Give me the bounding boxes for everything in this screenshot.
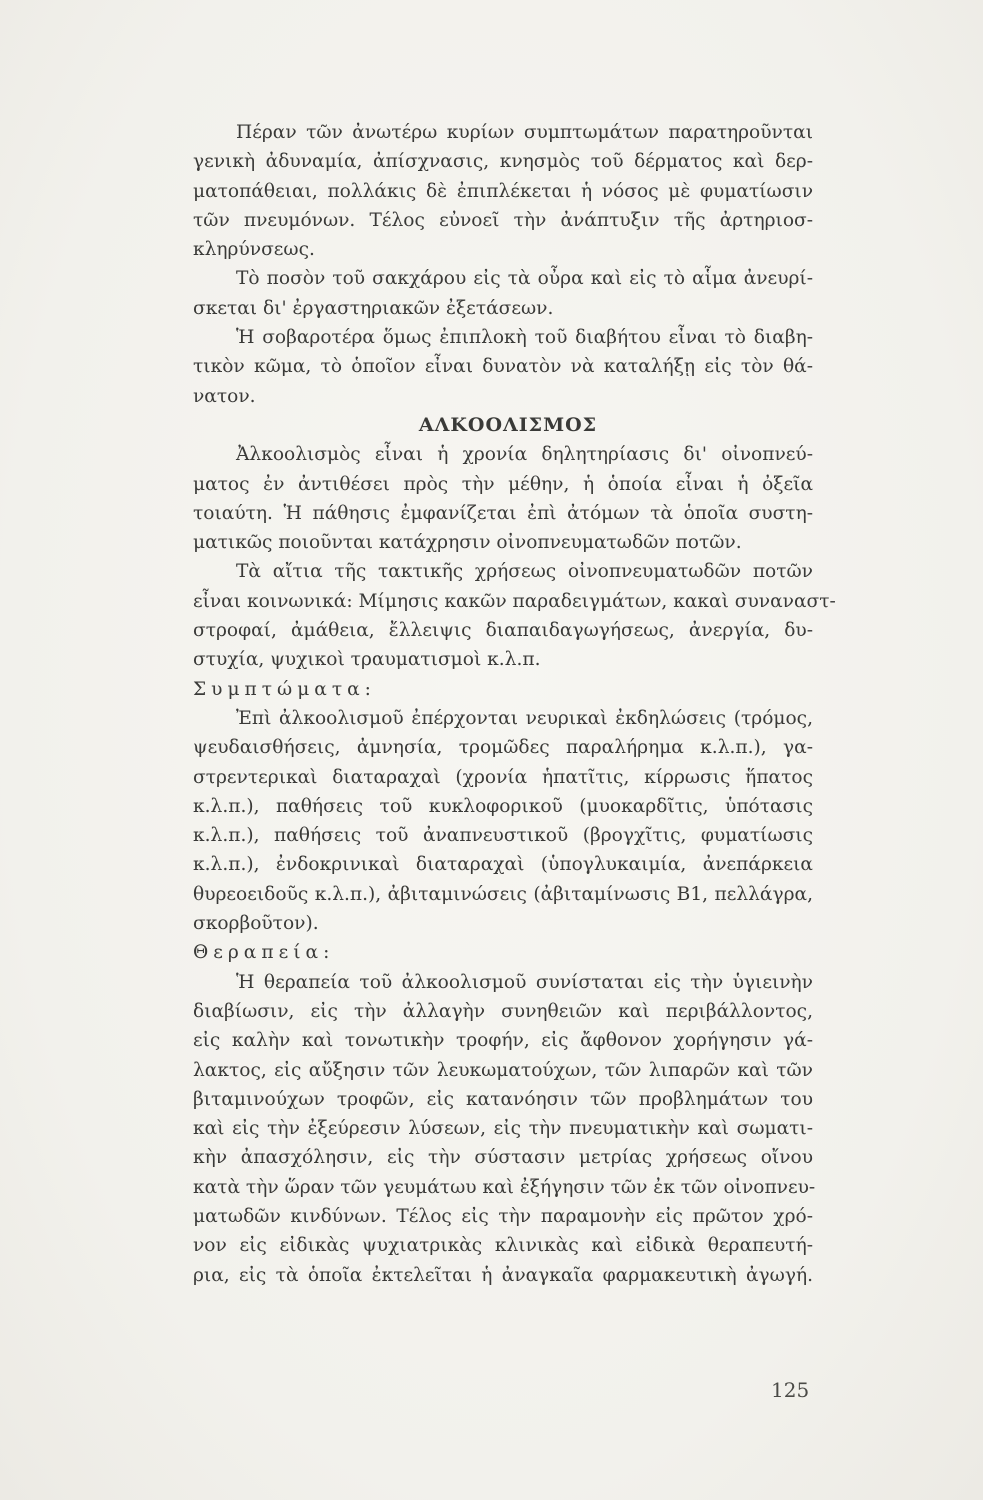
text-line: στρεντερικαὶ διαταραχαὶ (χρονία ἡπατῖτις, κίρρωσις ἥπατος: [193, 766, 813, 788]
text-line: σκορβοῦτον).: [193, 913, 319, 935]
text-line: βιταμινούχων τροφῶν, εἰς κατανόησιν τῶν προβλημάτων του: [193, 1088, 813, 1110]
text-line: Ἡ σοβαροτέρα ὅμως ἐπιπλοκὴ τοῦ διαβήτου εἶναι τὸ διαβη-: [236, 327, 813, 349]
text-line: κατὰ τὴν ὥραν τῶν γευμάτωυ καὶ ἐξήγησιν τῶν ἐκ τῶν οἰνοπνευ-: [193, 1176, 816, 1198]
text-line: στροφαί, ἀμάθεια, ἔλλειψις διαπαιδαγωγήσεως, ἀνεργία, δυ-: [193, 620, 813, 642]
text-line: ματοπάθειαι, πολλάκις δὲ ἐπιπλέκεται ἡ νόσος μὲ φυματίωσιν: [193, 180, 813, 202]
subheading-therapy: Θεραπεία:: [193, 942, 335, 964]
text-line: Τὰ αἴτια τῆς τακτικῆς χρήσεως οἰνοπνευματωδῶν ποτῶν: [236, 561, 813, 583]
page-number: 125: [771, 1378, 810, 1402]
text-line: κ.λ.π.), ἐνδοκρινικαὶ διαταραχαὶ (ὑπογλυκαιμία, ἀνεπάρκεια: [193, 854, 813, 876]
text-line: διαβίωσιν, εἰς τὴν ἀλλαγὴν συνηθειῶν καὶ περιβάλλοντος,: [193, 1000, 813, 1022]
text-line: γενικὴ ἀδυναμία, ἀπίσχνασις, κνησμὸς τοῦ δέρματος καὶ δερ-: [193, 151, 813, 173]
text-line: λακτος, εἰς αὔξησιν τῶν λευκωματούχων, τῶν λιπαρῶν καὶ τῶν: [193, 1059, 813, 1081]
text-line: καὶ εἰς τὴν ἐξεύρεσιν λύσεων, εἰς τὴν πνευματικὴν καὶ σωματι-: [193, 1118, 813, 1140]
body-text: [193, 118, 836, 1290]
text-line: Τὸ ποσὸν τοῦ σακχάρου εἰς τὰ οὖρα καὶ εἰς τὸ αἷμα ἀνευρί-: [236, 268, 813, 290]
text-line: εἰς καλὴν καὶ τονωτικὴν τροφήν, εἰς ἄφθονον χορήγησιν γά-: [193, 1030, 813, 1052]
text-line: ψευδαισθήσεις, ἀμνησία, τρομῶδες παραλήρημα κ.λ.π.), γα-: [193, 737, 813, 759]
text-line: Πέραν τῶν ἀνωτέρω κυρίων συμπτωμάτων παρατηροῦνται: [236, 122, 813, 143]
text-line: Ἐπὶ ἀλκοολισμοῦ ἐπέρχονται νευρικαὶ ἐκδηλώσεις (τρόμος,: [236, 707, 813, 729]
text-line: θυρεοειδοῦς κ.λ.π.), ἀβιταμινώσεις (ἀβιταμίνωσις Β1, πελλάγρα,: [193, 883, 813, 905]
section-heading: ΑΛΚΟΟΛΙΣΜΟΣ: [418, 413, 598, 436]
text-line: εἶναι κοινωνικά: Μίμησις κακῶν παραδειγμάτων, κακαὶ συναναστ-: [193, 590, 836, 612]
text-line: στυχία, ψυχικοὶ τραυματισμοὶ κ.λ.π.: [193, 649, 541, 671]
text-line: ματος ἐν ἀντιθέσει πρὸς τὴν μέθην, ἡ ὁποία εἶναι ἡ ὀξεῖα: [193, 473, 813, 495]
text-line: κὴν ἀπασχόλησιν, εἰς τὴν σύστασιν μετρίας χρήσεως οἴνου: [193, 1147, 813, 1169]
text-line: ματικῶς ποιοῦνται κατάχρησιν οἰνοπνευματωδῶν ποτῶν.: [193, 532, 742, 554]
text-line: τῶν πνευμόνων. Τέλος εὐνοεῖ τὴν ἀνάπτυξιν τῆς ἀρτηριοσ-: [193, 209, 813, 231]
text-line: νατον.: [193, 385, 256, 407]
text-line: σκεται δι' ἐργαστηριακῶν ἐξετάσεων.: [193, 297, 554, 319]
subheading-symptoms: Συμπτώματα:: [193, 678, 376, 700]
text-line: τοιαύτη. Ἡ πάθησις ἐμφανίζεται ἐπὶ ἀτόμων τὰ ὁποῖα συστη-: [193, 502, 813, 524]
text-line: Ἀλκοολισμὸς εἶναι ἡ χρονία δηλητηρίασις δι' οἰνοπνεύ-: [236, 444, 813, 466]
text-line: κ.λ.π.), παθήσεις τοῦ κυκλοφορικοῦ (μυοκαρδῖτις, ὑπότασις: [193, 795, 813, 817]
text-line: ρια, εἰς τὰ ὁποῖα ἐκτελεῖται ἡ ἀναγκαῖα φαρμακευτικὴ ἀγωγή.: [193, 1264, 813, 1286]
text-line: νον εἰς εἰδικὰς ψυχιατρικὰς κλινικὰς καὶ εἰδικὰ θεραπευτή-: [193, 1235, 813, 1257]
text-line: κληρύνσεως.: [193, 239, 315, 261]
text-line: κ.λ.π.), παθήσεις τοῦ ἀναπνευστικοῦ (βρογχῖτις, φυματίωσις: [193, 825, 813, 847]
text-line: Ἡ θεραπεία τοῦ ἀλκοολισμοῦ συνίσταται εἰς τὴν ὑγιεινὴν: [236, 971, 813, 993]
text-line: τικὸν κῶμα, τὸ ὁποῖον εἶναι δυνατὸν νὰ καταλήξῃ εἰς τὸν θά-: [193, 356, 813, 378]
text-line: ματωδῶν κινδύνων. Τέλος εἰς τὴν παραμονὴν εἰς πρῶτον χρό-: [193, 1205, 813, 1227]
